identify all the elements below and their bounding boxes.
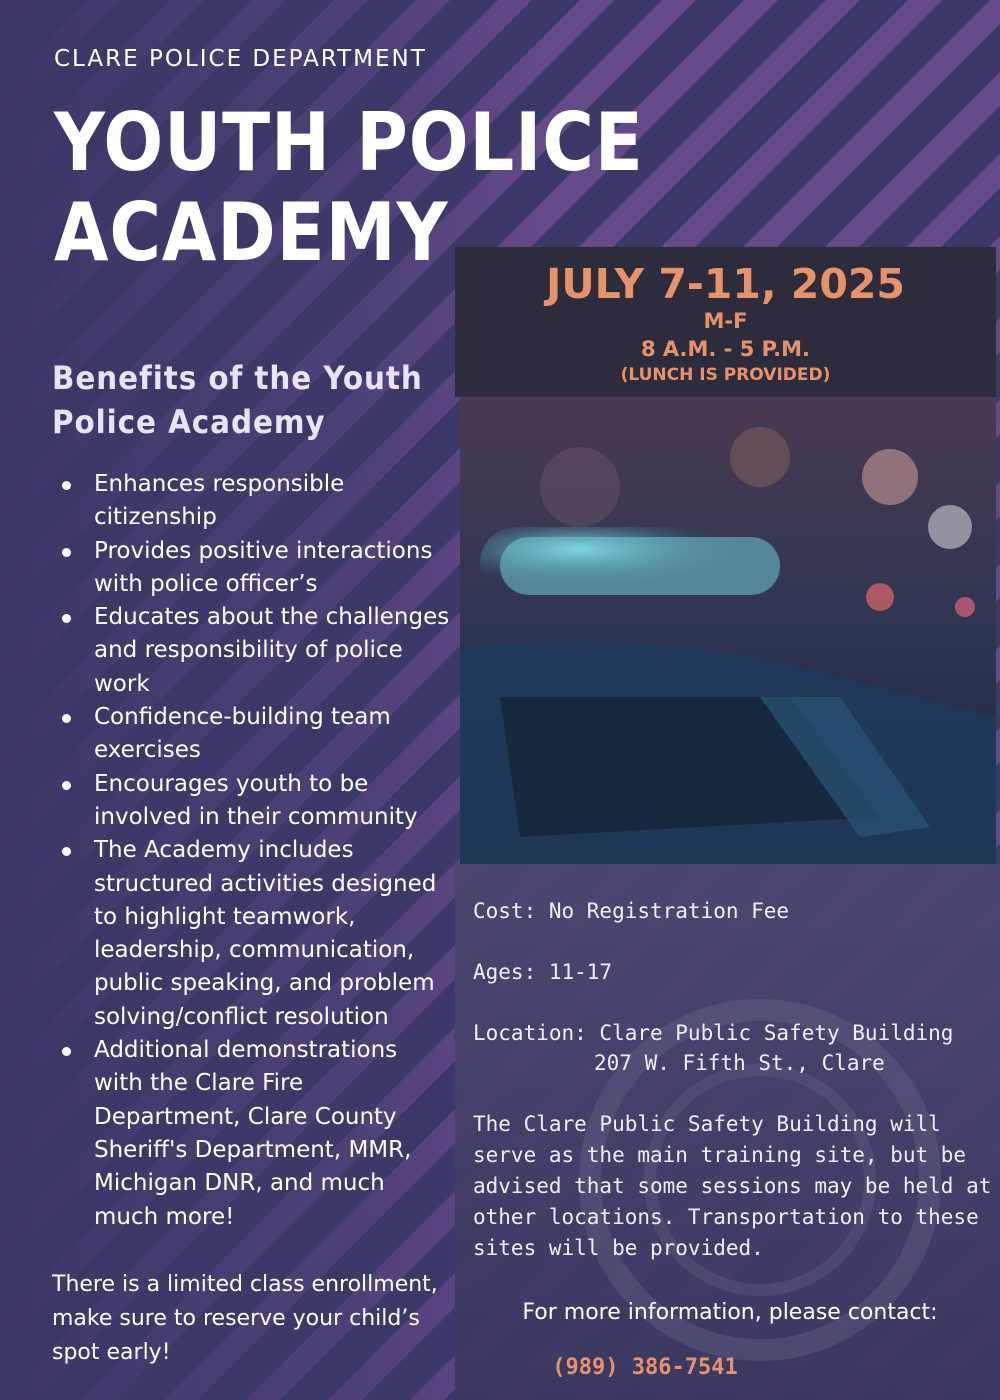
training-site-note: The Clare Public Safety Building will serve as the main training site, but be advised that some sessions may be held at other locations. Transportation to these sites will be provided. [473, 1112, 992, 1260]
location-info: Location: Clare Public Safety Building [473, 1021, 954, 1045]
bullet-icon [62, 781, 71, 790]
enrollment-note: There is a limited class enrollment, make sure to reserve your child’s spot early! [52, 1272, 438, 1365]
event-dates: JULY 7-11, 2025 [546, 260, 905, 308]
title-line-2: ACADEMY [54, 186, 449, 279]
bullet-icon [62, 847, 71, 856]
benefits-heading [52, 356, 423, 444]
list-item: Enhances responsible citizenship [52, 468, 452, 535]
list-item: Confidence-building team exercises [52, 701, 452, 768]
list-item: Additional demonstrations with the Clare Fire Department, Clare County Sheriff's Department, MMR, Michigan DNR, and much much more! [52, 1034, 452, 1234]
event-days: M-F [703, 309, 748, 333]
bullet-icon [62, 481, 71, 490]
lunch-note: (LUNCH IS PROVIDED) [620, 365, 831, 385]
location-address: 207 W. Fifth St., Clare [594, 1051, 885, 1075]
list-item: Encourages youth to be involved in their community [52, 768, 452, 835]
bullet-icon [62, 714, 71, 723]
schedule-box [455, 247, 996, 397]
ages-info: Ages: 11-17 [473, 960, 613, 984]
bullet-icon [62, 614, 71, 623]
event-hours: 8 A.M. - 5 P.M. [640, 337, 811, 361]
bullet-icon [62, 548, 71, 557]
list-item: Educates about the challenges and responsibility of police work [52, 601, 452, 701]
police-car-light-photo [460, 397, 996, 864]
benefits-heading-line-2: Police Academy [52, 403, 326, 441]
title-line-1: YOUTH POLICE [54, 96, 644, 189]
cost-info: Cost: No Registration Fee [473, 899, 790, 923]
contact-prompt: For more information, please contact: [522, 1300, 938, 1325]
list-item: The Academy includes structured activities designed to highlight teamwork, leadership, communication, public speaking, and problem solving/conflict resolution [52, 834, 452, 1034]
bullet-icon [62, 1047, 71, 1056]
benefits-list [52, 468, 452, 1234]
list-item: Provides positive interactions with police officer’s [52, 535, 452, 602]
benefits-heading-line-1: Benefits of the Youth [52, 359, 423, 397]
contact-phone[interactable]: (989) 386-7541 [552, 1355, 738, 1380]
department-name: CLARE POLICE DEPARTMENT [54, 46, 427, 72]
